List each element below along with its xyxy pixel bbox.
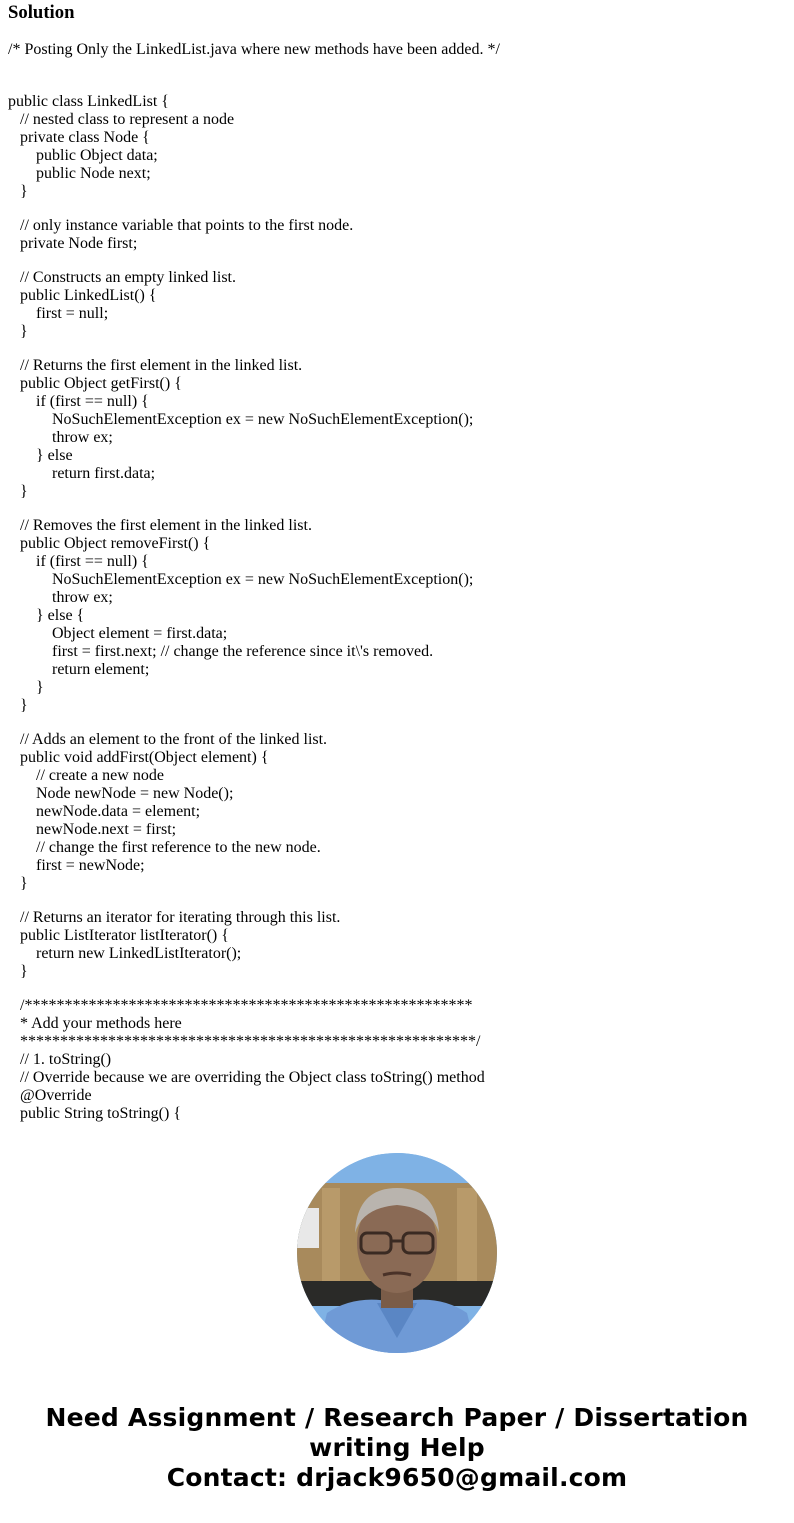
code-line: public Object removeFirst() { xyxy=(20,535,211,552)
page-title: Solution xyxy=(8,2,75,23)
code-line: if (first == null) { xyxy=(36,553,149,570)
code-blank-line xyxy=(8,981,485,997)
promo-contact-line: Contact: drjack9650@gmail.com xyxy=(166,1463,628,1492)
code-line: } xyxy=(20,875,28,892)
code-blank-line xyxy=(8,201,485,217)
code-line: newNode.next = first; xyxy=(36,821,177,838)
code-line: Node newNode = new Node(); xyxy=(36,785,234,802)
code-line: } xyxy=(20,697,28,714)
code-line: return new LinkedListIterator(); xyxy=(36,945,242,962)
code-line: private Node first; xyxy=(20,235,138,252)
code-blank-line xyxy=(8,253,485,269)
code-blank-line xyxy=(8,893,485,909)
code-line: } xyxy=(20,183,28,200)
promo-banner xyxy=(0,1403,794,1493)
code-line: if (first == null) { xyxy=(36,393,149,410)
code-line: // Adds an element to the front of the linked list. xyxy=(20,731,328,748)
code-line: // Override because we are overriding the Object class toString() method xyxy=(20,1069,485,1086)
code-line: // Returns the first element in the linked list. xyxy=(20,357,303,374)
promo-line-1: Need Assignment / Research Paper / Dissertation xyxy=(45,1403,749,1432)
code-line: } xyxy=(20,323,28,340)
code-line: // Returns an iterator for iterating through this list. xyxy=(20,909,341,926)
code-line: public ListIterator listIterator() { xyxy=(20,927,229,944)
code-line: // only instance variable that points to the first node. xyxy=(20,217,354,234)
code-line: newNode.data = element; xyxy=(36,803,201,820)
code-blank-line xyxy=(8,341,485,357)
code-line: first = newNode; xyxy=(36,857,145,874)
code-line: } xyxy=(20,963,28,980)
code-line: public Node next; xyxy=(36,165,151,182)
author-avatar xyxy=(297,1153,497,1353)
code-block xyxy=(8,93,485,1123)
code-line: first = first.next; // change the reference since it\'s removed. xyxy=(52,643,434,660)
code-line: public String toString() { xyxy=(20,1105,182,1122)
intro-comment: /* Posting Only the LinkedList.java where new methods have been added. */ xyxy=(8,41,500,58)
promo-line-2: writing Help xyxy=(309,1433,485,1462)
code-line: * Add your methods here xyxy=(20,1015,182,1032)
code-line: public Object getFirst() { xyxy=(20,375,182,392)
code-line: throw ex; xyxy=(52,429,113,446)
code-line: // Constructs an empty linked list. xyxy=(20,269,236,286)
code-line: // 1. toString() xyxy=(20,1051,112,1068)
code-line: NoSuchElementException ex = new NoSuchElementException(); xyxy=(52,571,474,588)
code-line: Object element = first.data; xyxy=(52,625,228,642)
code-line: // nested class to represent a node xyxy=(20,111,235,128)
code-line: first = null; xyxy=(36,305,109,322)
code-line: public class LinkedList { xyxy=(8,93,169,110)
code-blank-line xyxy=(8,501,485,517)
code-line: return first.data; xyxy=(52,465,156,482)
code-line: } else xyxy=(36,447,73,464)
code-line: } xyxy=(20,483,28,500)
code-line: private class Node { xyxy=(20,129,150,146)
code-line: public Object data; xyxy=(36,147,158,164)
code-blank-line xyxy=(8,715,485,731)
code-line: /******************************************************** xyxy=(20,997,473,1014)
code-line: public void addFirst(Object element) { xyxy=(20,749,269,766)
author-photo-icon xyxy=(297,1153,497,1353)
code-line: @Override xyxy=(20,1087,92,1104)
code-line: // create a new node xyxy=(36,767,164,784)
code-line: NoSuchElementException ex = new NoSuchElementException(); xyxy=(52,411,474,428)
code-line: return element; xyxy=(52,661,150,678)
code-line: // change the first reference to the new node. xyxy=(36,839,321,856)
code-line: *********************************************************/ xyxy=(20,1033,481,1050)
code-line: public LinkedList() { xyxy=(20,287,157,304)
code-line: // Removes the first element in the linked list. xyxy=(20,517,312,534)
code-line: } else { xyxy=(36,607,85,624)
code-line: throw ex; xyxy=(52,589,113,606)
code-line: } xyxy=(36,679,44,696)
